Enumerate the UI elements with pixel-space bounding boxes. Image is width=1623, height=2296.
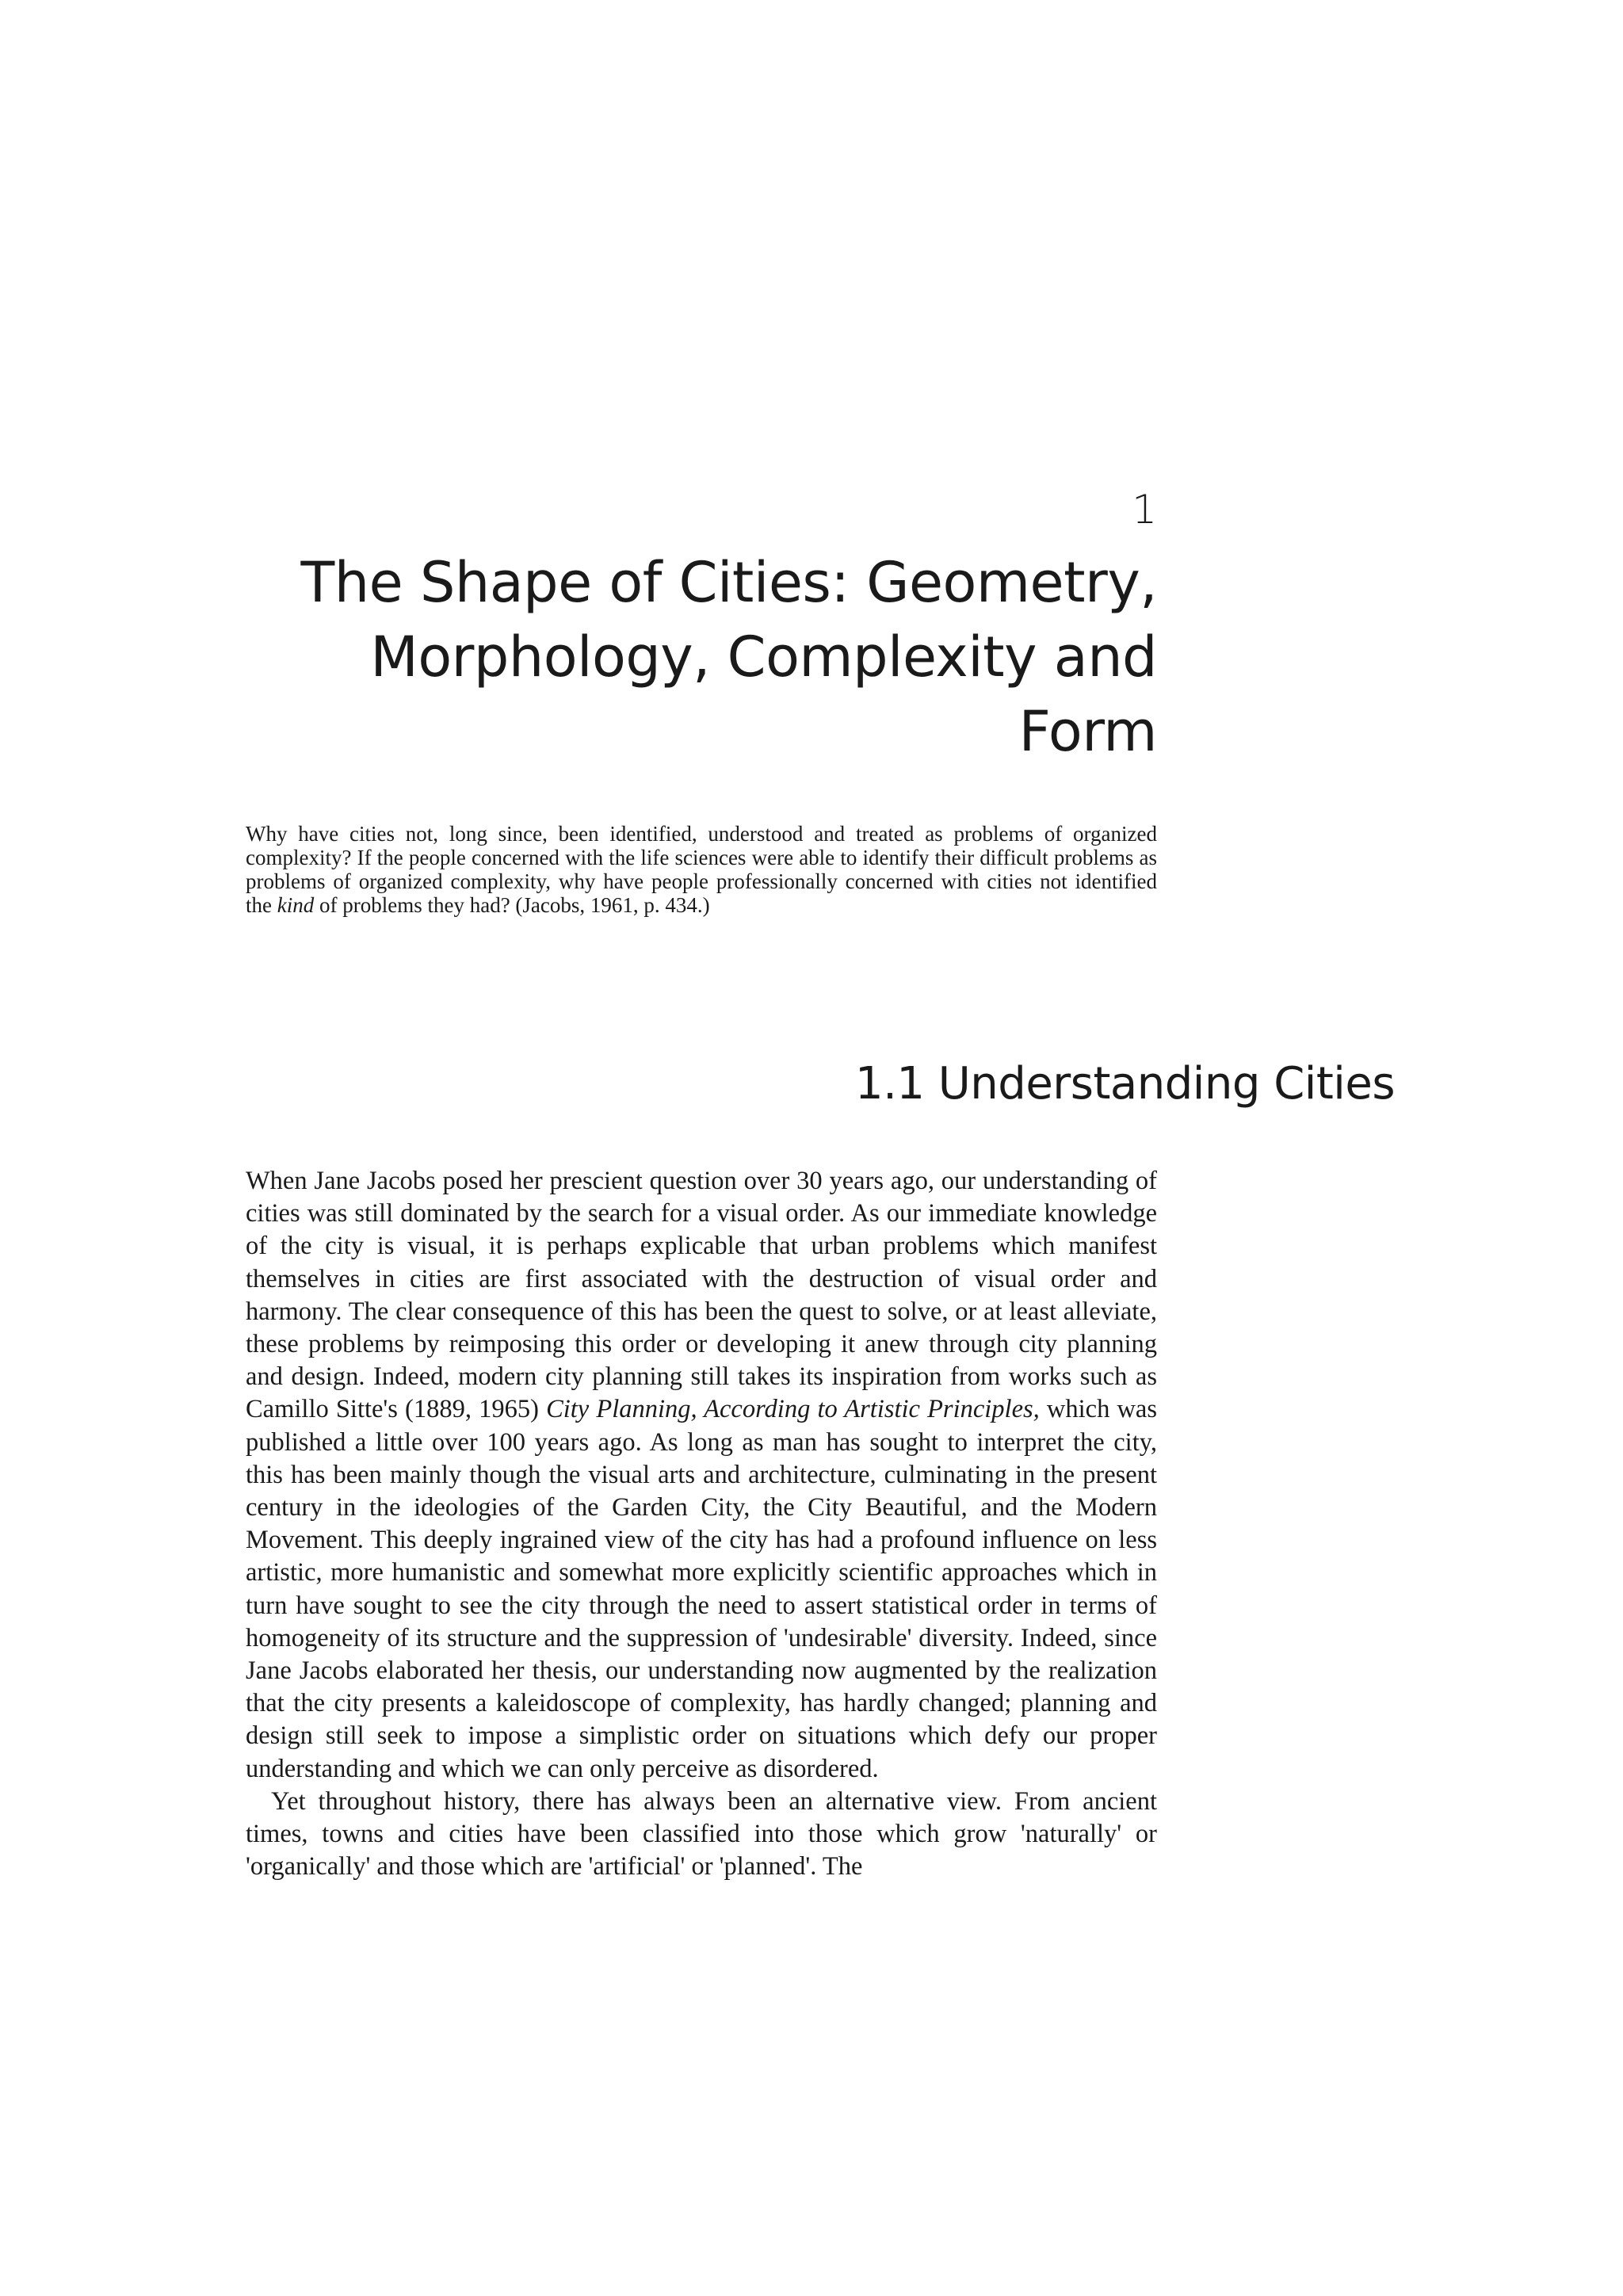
book-title-italic: City Planning, According to Artistic Principles,: [546, 1395, 1040, 1424]
chapter-title-line-3: Form: [1018, 699, 1157, 764]
chapter-title-line-1: The Shape of Cities: Geometry,: [300, 550, 1157, 615]
epigraph-text-2: of problems they had? (Jacobs, 1961, p. 434.): [314, 893, 710, 917]
paragraph-2: Yet throughout history, there has always been an alternative view. From ancient times, towns and cities have been classified into those which grow 'naturally' or 'organically' and those which are 'artificial' or 'planned'. The: [246, 1786, 1157, 1881]
epigraph-text-1: Why have cities not, long since, been identified, understood and treated as problems of organized complexity? If the people concerned with the life sciences were able to identify their difficult problems as problems of organized complexity, why have people professionally concerned with cities not identified the: [246, 822, 1157, 917]
chapter-title: [262, 545, 1157, 769]
paragraph-1-text-a: When Jane Jacobs posed her prescient question over 30 years ago, our understanding of cities was still dominated by the search for a visual order. As our immediate knowledge of the city is visual, it is perhaps explicable that urban problems which manifest themselves in cities are first associated with the destruction of visual order and harmony. The clear consequence of this has been the quest to solve, or at least alleviate, these problems by reimposing this order or developing it anew through city planning and design. Indeed, modern city planning still takes its inspiration from works such as Camillo Sitte's (1889, 1965): [246, 1167, 1157, 1424]
body-text: [246, 1165, 1157, 1883]
chapter-title-line-2: Morphology, Complexity and: [370, 625, 1157, 690]
epigraph-quote: [246, 822, 1157, 917]
epigraph-italic: kind: [277, 893, 315, 917]
paragraph-1-text-b: which was published a little over 100 years ago. As long as man has sought to interpret the city, this has been mainly though the visual arts and architecture, culminating in the present century in the ideologies of the Garden City, the City Beautiful, and the Modern Movement. This deeply ingrained view of the city has had a profound influence on less artistic, more humanistic and somewhat more explicitly scientific approaches which in turn have sought to see the city through the need to assert statistical order in terms of homogeneity of its structure and the suppression of 'undesirable' diversity. Indeed, since Jane Jacobs elaborated her thesis, our understanding now augmented by the realization that the city presents a kaleidoscope of complexity, has hardly changed; planning and design still seek to impose a simplistic order on situations which defy our proper understanding and which we can only perceive as disordered.: [246, 1395, 1157, 1783]
section-heading: 1.1 Understanding Cities: [854, 1058, 1395, 1110]
chapter-number: 1: [1132, 487, 1157, 533]
paragraph-1: [246, 1165, 1157, 1786]
